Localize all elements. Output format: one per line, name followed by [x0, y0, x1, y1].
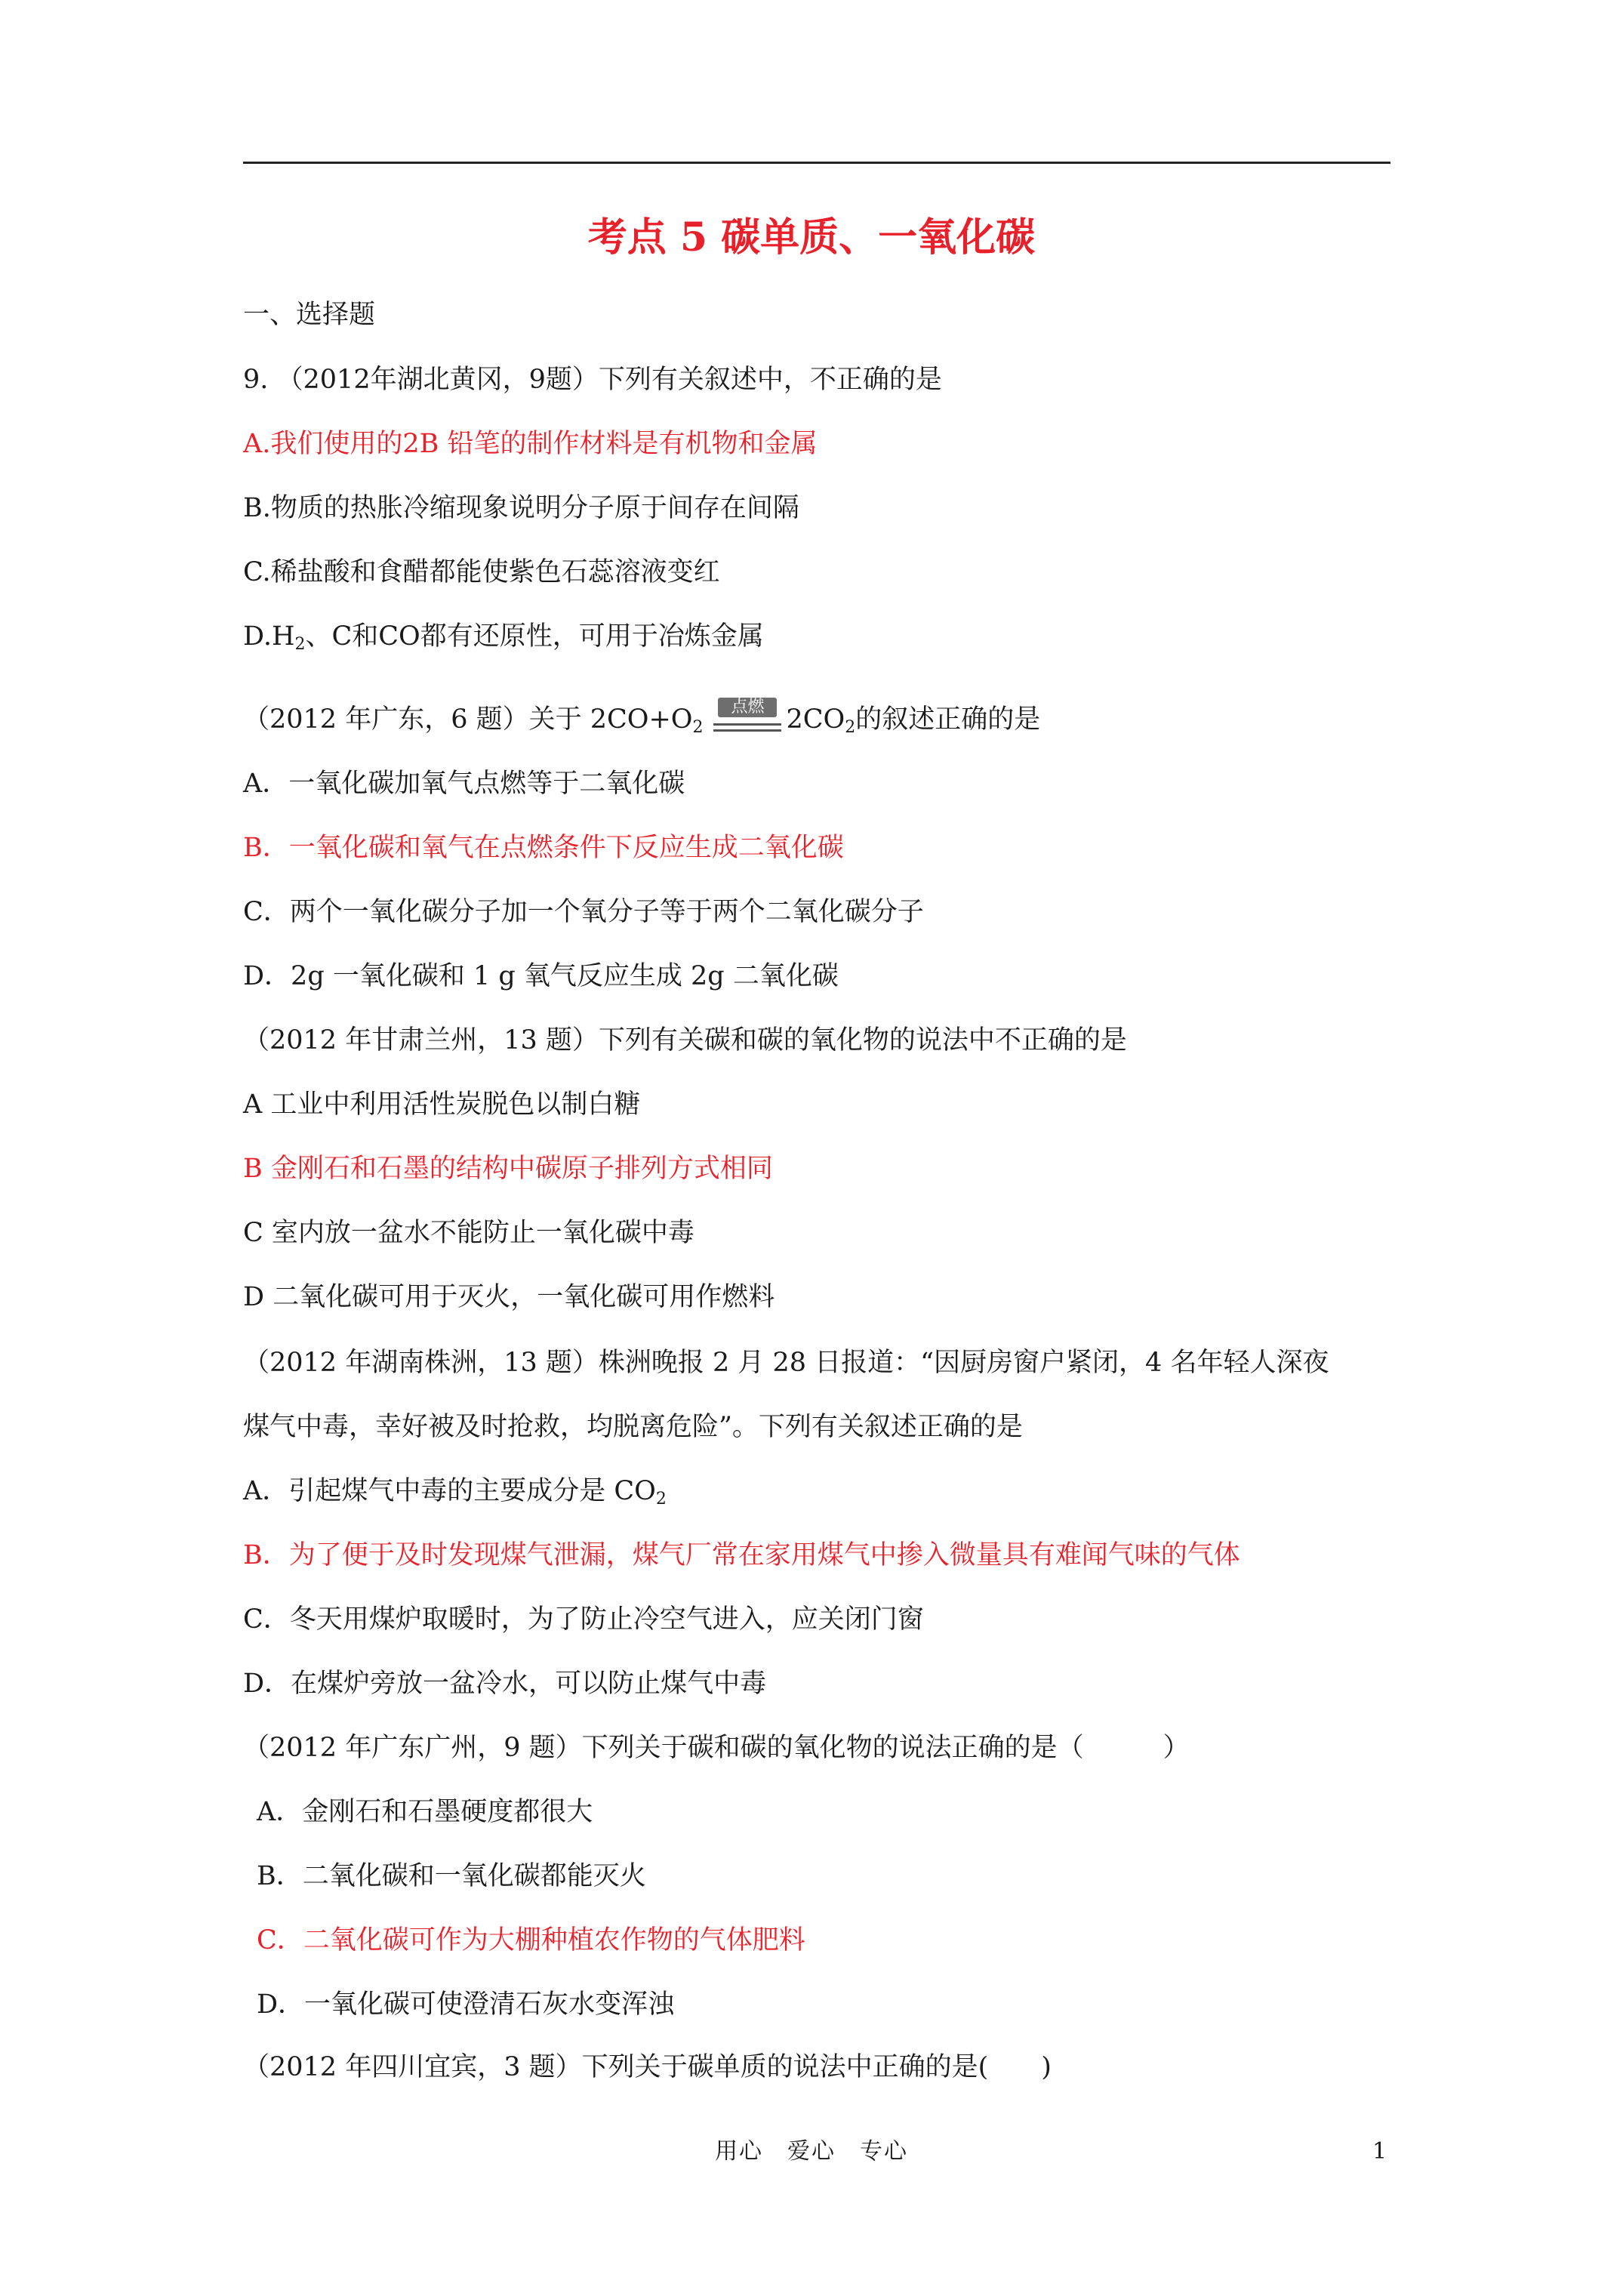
reaction-condition: 点燃: [713, 702, 781, 740]
q4-stem-line1: （2012 年湖南株洲，13 题）株洲晚报 2 月 28 日报道：“因厨房窗户紧闭，4 名年轻人深夜: [243, 1348, 1329, 1378]
q6-stem: （2012 年四川宜宾，3 题）下列关于碳单质的说法中正确的是( ): [243, 2052, 1052, 2082]
q2-option-c: C．两个一氧化碳分子加一个氧分子等于两个二氧化碳分子: [243, 897, 924, 927]
q4-option-c: C．冬天用煤炉取暖时，为了防止冷空气进入，应关闭门窗: [243, 1604, 924, 1635]
q2-option-a: A．一氧化碳加氧气点燃等于二氧化碳: [243, 769, 685, 799]
q5-option-c: C．二氧化碳可作为大棚种植农作物的气体肥料: [257, 1925, 805, 1955]
q4-option-a: A．引起煤气中毒的主要成分是 $CO_2$: [243, 1476, 667, 1509]
q4-stem-line2: 煤气中毒，幸好被及时抢救，均脱离危险”。下列有关叙述正确的是: [243, 1412, 1023, 1442]
q3-option-b: B 金刚石和石墨的结构中碳原子排列方式相同: [243, 1154, 773, 1184]
q1-option-a: A.我们使用的2B 铅笔的制作材料是有机物和金属: [243, 429, 818, 459]
q4-option-d: D．在煤炉旁放一盆冷水，可以防止煤气中毒: [243, 1669, 767, 1699]
q1-stem: 9. （2012年湖北黄冈，9题）下列有关叙述中，不正确的是: [243, 365, 942, 395]
page-title: 考点 5 碳单质、一氧化碳: [587, 214, 1036, 260]
section-heading: 一、选择题: [243, 300, 376, 330]
q1-option-b: B.物质的热胀冷缩现象说明分子原于间存在间隔: [243, 493, 799, 523]
q2-stem: （2012 年广东，6 题）关于 $2CO+O_2$ 点燃 $2CO_2$的叙述正确的是: [243, 701, 1040, 740]
footer-motto: 用心 爱心 专心: [715, 2138, 908, 2165]
q5-option-b: B．二氧化碳和一氧化碳都能灭火: [257, 1861, 646, 1891]
header-rule: [243, 162, 1390, 164]
q3-option-a: A 工业中利用活性炭脱色以制白糖: [243, 1089, 641, 1120]
q1-option-d: $D.H_2$、C和CO都有还原性，可用于冶炼金属: [243, 621, 764, 654]
q5-option-d: D．一氧化碳可使澄清石灰水变浑浊: [257, 1989, 675, 2020]
q5-option-a: A．金刚石和石墨硬度都很大: [257, 1797, 593, 1827]
q5-stem: （2012 年广东广州，9 题）下列关于碳和碳的氧化物的说法正确的是（ ）: [243, 1733, 1190, 1763]
q1-option-c: C.稀盐酸和食醋都能使紫色石蕊溶液变红: [243, 557, 720, 587]
q3-stem: （2012 年甘肃兰州，13 题）下列有关碳和碳的氧化物的说法中不正确的是: [243, 1025, 1127, 1056]
q3-option-c: C 室内放一盆水不能防止一氧化碳中毒: [243, 1218, 694, 1248]
q2-option-d: D．2g 一氧化碳和 1 g 氧气反应生成 2g 二氧化碳: [243, 961, 839, 991]
q2-option-b: B．一氧化碳和氧气在点燃条件下反应生成二氧化碳: [243, 833, 844, 863]
q4-option-b: B．为了便于及时发现煤气泄漏，煤气厂常在家用煤气中掺入微量具有难闻气味的气体: [243, 1540, 1240, 1570]
page-number: 1: [1372, 2138, 1387, 2165]
q3-option-d: D 二氧化碳可用于灭火，一氧化碳可用作燃料: [243, 1282, 775, 1312]
